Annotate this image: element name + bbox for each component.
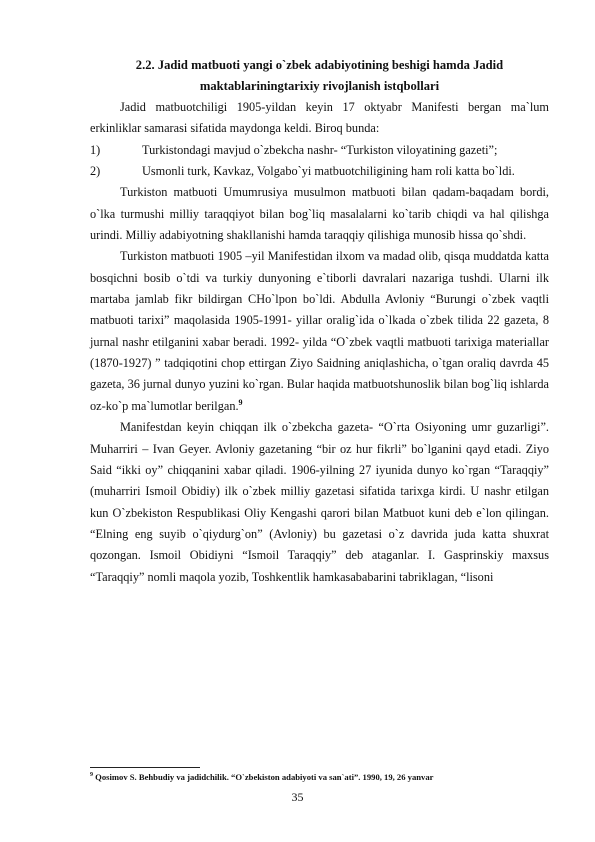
- list-text-2: Usmonli turk, Kavkaz, Volgabo`yi matbuotchiligining ham roli katta bo`ldi.: [142, 164, 515, 179]
- footnote-divider: [90, 767, 200, 768]
- section-heading-line-1: 2.2. Jadid matbuoti yangi o`zbek adabiyotining beshigi hamda Jadid: [135, 58, 504, 72]
- paragraph-intro: Jadid matbuotchiligi 1905-yildan keyin 17 oktyabr Manifesti bergan ma`lum erkinliklar samarasi sifatida maydonga keldi. Biroq bunda:: [90, 100, 549, 136]
- paragraph-turkiston-matbuoti: Turkiston matbuoti Umumrusiya musulmon matbuoti bilan qadam-baqadam bordi, o`lka turmushi milliy taraqqiyot bilan bog`liq masalalarni ko`tarib chiqdi va hal qilishga urindi. Milliy adabiyotning shakllanishi hamda taraqqiy qilishiga munosib hissa qo`shdi.: [90, 185, 549, 243]
- footnote: [90, 772, 549, 783]
- list-item-2: [90, 161, 549, 182]
- paragraph-ilk-gazeta: Manifestdan keyin chiqqan ilk o`zbekcha gazeta- “O`rta Osiyoning umr guzarligi”. Muharriri – Ivan Geyer. Avloniy gazetaning “bir oz hur fikrli” bo`lganini qayd etadi. Ziyo Said “ikki oy” chiqqanini xabar qiladi. 1906-yilning 27 iyunida dunyo ko`rgan “Taraqqiy” (muharriri Ismoil Obidiy) ilk o`zbek milliy gazetasi sifatida tarixga kirdi. U nashr etilgan kun O`zbekiston Respublikasi Oliy Kengashi qarori bilan Matbuot kuni deb e`lon qilingan. “Elning eng suyib o`qiydurg`on” (Avloniy) bu gazetasi o`z davrida juda katta shuxrat qozongan. Ismoil Obidiyni “Ismoil Taraqqiy” deb ataganlar. I. Gasprinskiy maxsus “Taraqqiy” nomli maqola yozib, Toshkentlik hamkasababarini tabriklagan, “lisoni: [90, 420, 549, 584]
- paragraph-manifest-ilxom: [90, 246, 549, 417]
- list-item-1: [90, 140, 549, 161]
- paragraph-manifest-ilxom-text: Turkiston matbuoti 1905 –yil Manifestidan ilxom va madad olib, qisqa muddatda katta bosqichni bosib o`tdi va turkiy dunyoning e`tiborli davralari nazariga tushdi. Ularni ilk martaba jamlab fikr bildirgan CHo`lpon bo`ldi. Abdulla Avloniy “Burungi o`zbek vaqtli matbuoti tarixi” maqolasida 1905-1991- yillar oralig`ida o`lkada o`zbek tilida 22 gazeta, 8 jurnal nashr etilganini xabar beradi. 1992- yilda “O`zbek vaqtli matbuoti tarixiga materiallar (1870-1927) ” tadqiqotini chop ettirgan Ziyo Saidning aniqlashicha, o`tgan oraliq davrda 45 gazeta, 36 jurnal dunyo yuzini ko`rgan. Bular haqida matbuotshunoslik bilan bog`liq ishlarda oz-ko`p ma`lumotlar berilgan.: [90, 249, 549, 413]
- footnote-number: 9: [90, 772, 93, 779]
- footnote-text: Qosimov S. Behbudiy va jadidchilik. “O`zbekiston adabiyoti va san`ati”. 1990, 19, 26 yanvar: [93, 772, 434, 782]
- section-heading-line-2: maktablariningtarixiy rivojlanish istqbollari: [199, 79, 440, 93]
- section-heading: [90, 55, 549, 97]
- body-text: [90, 97, 549, 588]
- list-text-1: Turkistondagi mavjud o`zbekcha nashr- “Turkiston viloyatining gazeti”;: [142, 142, 498, 157]
- page-number: 35: [291, 790, 304, 804]
- list-number-1: 1): [90, 142, 101, 157]
- list-number-2: 2): [90, 164, 101, 179]
- footnote-reference: 9: [238, 397, 243, 407]
